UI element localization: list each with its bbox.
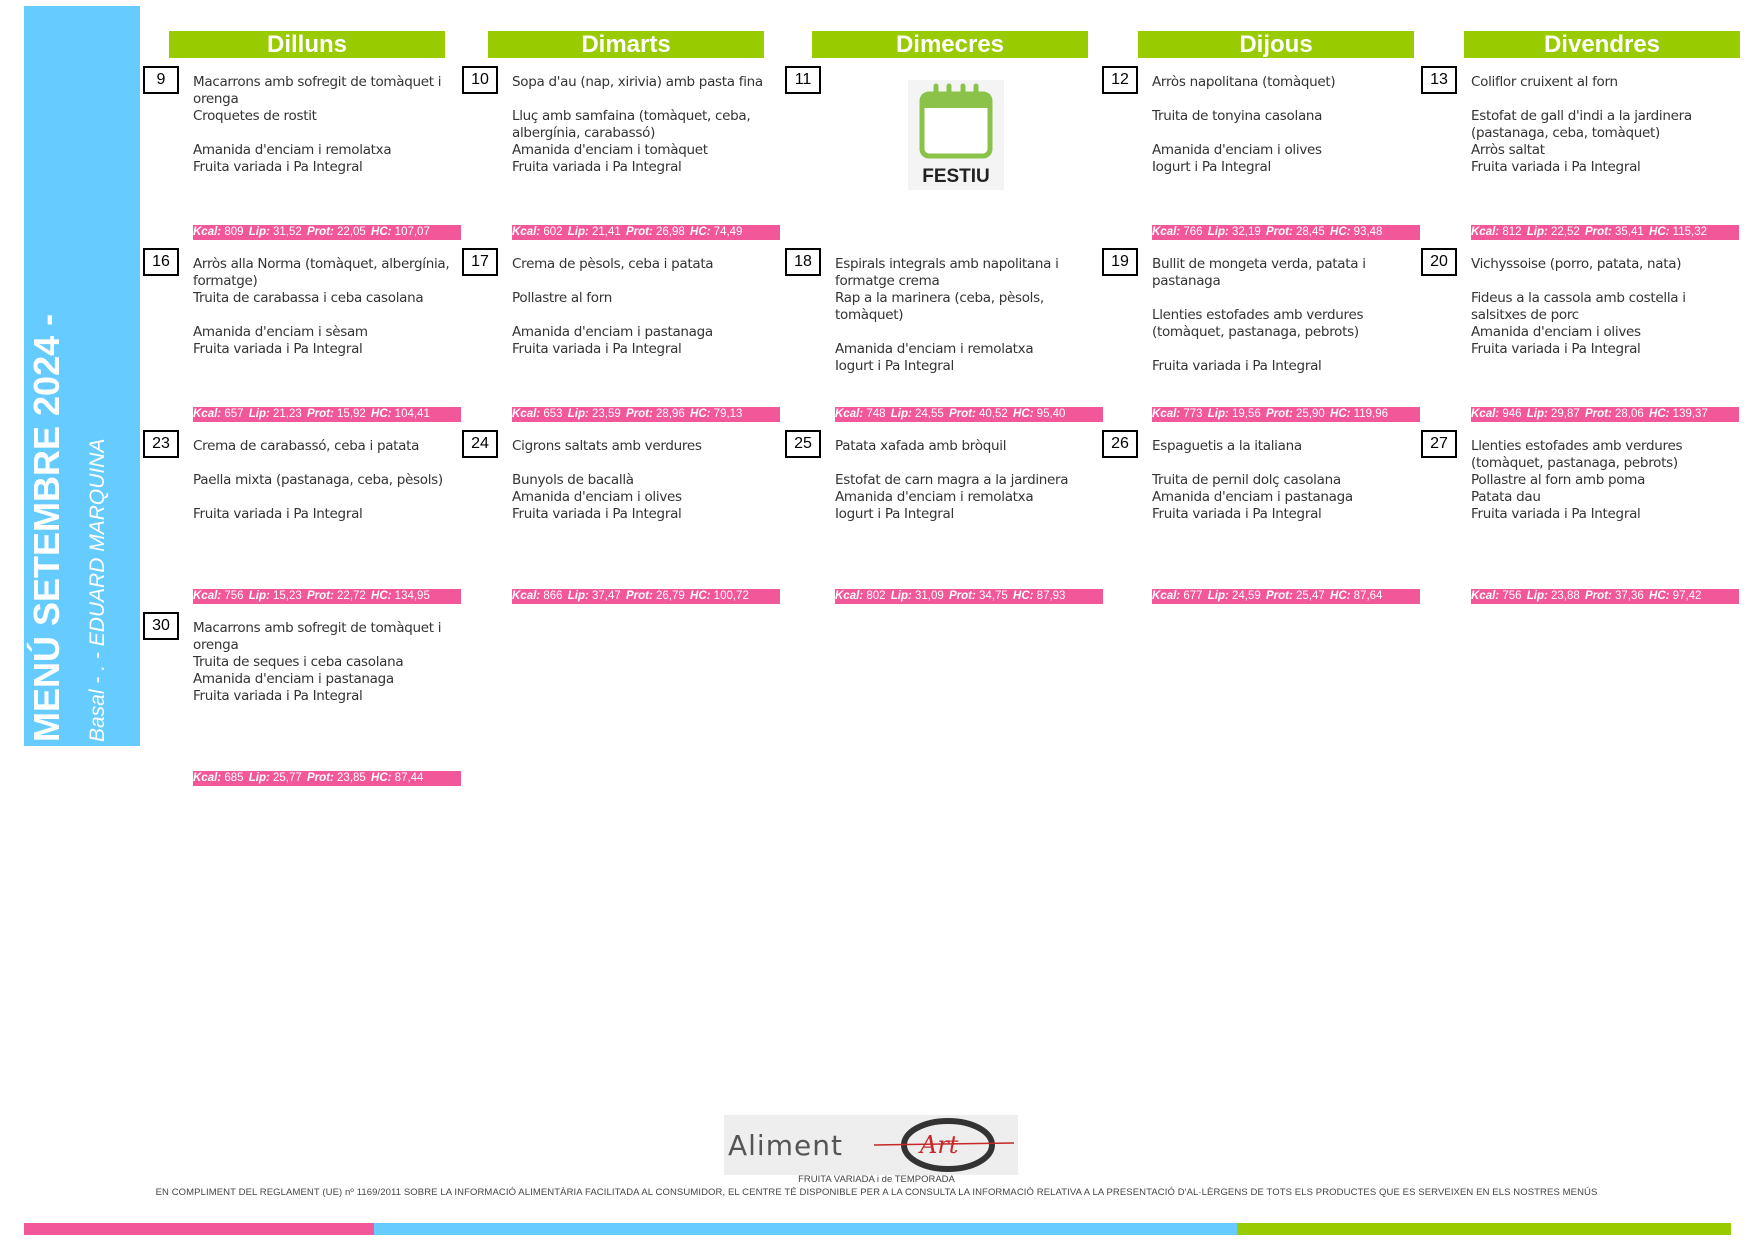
day-number: 16	[143, 248, 179, 276]
dish-item	[835, 324, 1103, 341]
nutrition-value-lip: 29,87	[1551, 408, 1580, 420]
nutrition-label-lip: Lip:	[567, 226, 589, 238]
day-cell	[143, 66, 459, 248]
day-cell	[143, 430, 459, 612]
dish-list	[193, 256, 461, 358]
nutrition-label-hc: HC:	[1013, 590, 1034, 602]
nutrition-label-kcal: Kcal:	[193, 408, 222, 420]
day-cell	[462, 248, 778, 430]
dish-item	[193, 489, 461, 506]
nutrition-value-hc: 87,64	[1353, 590, 1383, 602]
nutrition-bar	[1152, 225, 1420, 240]
nutrition-label-hc: HC:	[1649, 408, 1670, 420]
dish-item	[512, 307, 780, 324]
dish-item: Bullit de mongeta verda, patata i pastanaga	[1152, 256, 1366, 289]
nutrition-label-lip: Lip:	[248, 408, 270, 420]
dish-list	[1152, 256, 1420, 375]
dish-item: Fruita variada i Pa Integral	[1471, 341, 1641, 357]
nutrition-value-lip: 31,52	[273, 226, 302, 238]
dish-item: Fruita variada i Pa Integral	[512, 341, 682, 357]
day-number: 9	[143, 66, 179, 94]
nutrition-value-lip: 21,23	[273, 408, 302, 420]
nutrition-value-prot: 37,36	[1615, 590, 1644, 602]
nutrition-value-prot: 40,52	[979, 408, 1008, 420]
nutrition-label-lip: Lip:	[890, 590, 912, 602]
dish-item: Arròs saltat	[1471, 142, 1545, 158]
nutrition-value-hc: 87,44	[394, 772, 424, 784]
day-number: 10	[462, 66, 498, 94]
day-number: 25	[785, 430, 821, 458]
nutrition-value-lip: 22,52	[1551, 226, 1580, 238]
nutrition-value-prot: 28,96	[656, 408, 685, 420]
nutrition-label-kcal: Kcal:	[1152, 590, 1181, 602]
dish-list	[1471, 438, 1739, 523]
dish-item: Croquetes de rostit	[193, 108, 317, 124]
dish-list	[193, 620, 461, 705]
dish-item: Truita de tonyina casolana	[1152, 108, 1323, 124]
nutrition-bar	[1152, 589, 1420, 604]
nutrition-value-prot: 22,72	[337, 590, 366, 602]
nutrition-value-prot: 23,85	[337, 772, 366, 784]
nutrition-value-kcal: 756	[224, 590, 244, 602]
dish-item: Amanida d'enciam i remolatxa	[835, 489, 1034, 505]
nutrition-value-hc: 93,48	[1353, 226, 1383, 238]
nutrition-label-lip: Lip:	[1526, 226, 1548, 238]
nutrition-value-prot: 28,45	[1296, 226, 1325, 238]
nutrition-label-kcal: Kcal:	[1152, 226, 1181, 238]
dish-item: Amanida d'enciam i pastanaga	[193, 671, 394, 687]
holiday-label: FESTIU	[922, 166, 990, 187]
dish-item	[1152, 341, 1420, 358]
day-number: 12	[1102, 66, 1138, 94]
dish-item: Fruita variada i Pa Integral	[512, 159, 682, 175]
nutrition-label-prot: Prot:	[625, 226, 653, 238]
day-number: 27	[1421, 430, 1457, 458]
nutrition-bar	[1471, 407, 1739, 422]
dish-list	[1152, 74, 1420, 176]
nutrition-bar	[193, 589, 461, 604]
day-cell	[1421, 248, 1737, 430]
nutrition-value-prot: 28,06	[1615, 408, 1644, 420]
dish-item: Amanida d'enciam i tomàquet	[512, 142, 708, 158]
nutrition-value-prot: 35,41	[1615, 226, 1644, 238]
dish-item: Fruita variada i Pa Integral	[1152, 358, 1322, 374]
day-header-wednesday: Dimecres	[812, 31, 1088, 58]
nutrition-label-prot: Prot:	[1265, 408, 1293, 420]
day-number: 24	[462, 430, 498, 458]
nutrition-value-kcal: 866	[543, 590, 563, 602]
footer-stripe-blue	[374, 1223, 1237, 1235]
fruit-note: FRUITA VARIADA i de TEMPORADA	[798, 1174, 955, 1185]
nutrition-label-kcal: Kcal:	[193, 590, 222, 602]
nutrition-label-prot: Prot:	[306, 226, 334, 238]
dish-item: Pollastre al forn	[512, 290, 612, 306]
dish-item: Fruita variada i Pa Integral	[512, 506, 682, 522]
dish-item: Arròs napolitana (tomàquet)	[1152, 74, 1336, 90]
nutrition-bar	[1471, 589, 1739, 604]
dish-item	[193, 125, 461, 142]
dish-item: Rap a la marinera (ceba, pèsols, tomàquet)	[835, 290, 1044, 323]
dish-item: Patata dau	[1471, 489, 1541, 505]
day-number: 26	[1102, 430, 1138, 458]
dish-item: Truita de carabassa i ceba casolana	[193, 290, 424, 306]
dish-item: Bunyols de bacallà	[512, 472, 634, 488]
day-number: 17	[462, 248, 498, 276]
nutrition-value-lip: 24,59	[1232, 590, 1261, 602]
dish-item: Amanida d'enciam i olives	[1471, 324, 1641, 340]
nutrition-value-kcal: 766	[1183, 226, 1203, 238]
nutrition-value-lip: 21,41	[592, 226, 621, 238]
nutrition-value-lip: 15,23	[273, 590, 302, 602]
nutrition-label-prot: Prot:	[625, 408, 653, 420]
nutrition-label-hc: HC:	[1330, 590, 1351, 602]
dish-item: Fruita variada i Pa Integral	[193, 688, 363, 704]
dish-item: Pollastre al forn amb poma	[1471, 472, 1646, 488]
nutrition-label-kcal: Kcal:	[193, 226, 222, 238]
nutrition-value-lip: 31,09	[915, 590, 944, 602]
nutrition-value-hc: 87,93	[1036, 590, 1066, 602]
dish-item: Arròs alla Norma (tomàquet, albergínia, formatge)	[193, 256, 450, 289]
dish-item	[512, 455, 780, 472]
nutrition-value-prot: 22,05	[337, 226, 366, 238]
nutrition-label-hc: HC:	[1330, 408, 1351, 420]
nutrition-label-lip: Lip:	[248, 772, 270, 784]
nutrition-value-lip: 19,56	[1232, 408, 1261, 420]
nutrition-label-hc: HC:	[371, 590, 392, 602]
dish-list	[512, 256, 780, 358]
dish-list	[512, 74, 780, 176]
allergen-legal-note: EN COMPLIMENT DEL REGLAMENT (UE) nº 1169/2011 SOBRE LA INFORMACIÓ ALIMENTÀRIA FACILITADA AL CONSUMIDOR, EL CENTRE TÉ DISPONIBLE PER A LA CONSULTA LA INFORMACIÓ RELATIVA A LA PRESENTACIÓ D'AL·LÈRGENS DE TOTS ELS PRODUCTES QUE ES SERVEIXEN EN ELS NOSTRES MENÚS	[155, 1187, 1598, 1198]
nutrition-label-kcal: Kcal:	[193, 772, 222, 784]
nutrition-label-kcal: Kcal:	[1471, 590, 1500, 602]
dish-list	[1152, 438, 1420, 523]
nutrition-value-kcal: 602	[543, 226, 563, 238]
nutrition-label-lip: Lip:	[1526, 590, 1548, 602]
dish-item	[1152, 455, 1420, 472]
nutrition-value-lip: 24,55	[915, 408, 944, 420]
logo-text: Aliment	[728, 1129, 843, 1162]
dish-item: Amanida d'enciam i remolatxa	[835, 341, 1034, 357]
nutrition-label-kcal: Kcal:	[512, 590, 541, 602]
dish-item: Amanida d'enciam i pastanaga	[512, 324, 713, 340]
nutrition-label-kcal: Kcal:	[835, 590, 864, 602]
day-header-monday: Dilluns	[169, 31, 445, 58]
dish-item: Amanida d'enciam i pastanaga	[1152, 489, 1353, 505]
dish-item: Vichyssoise (porro, patata, nata)	[1471, 256, 1682, 272]
nutrition-label-lip: Lip:	[1207, 590, 1229, 602]
logo-art-text: Art	[920, 1131, 959, 1159]
nutrition-label-prot: Prot:	[1265, 226, 1293, 238]
dish-item: Amanida d'enciam i olives	[1152, 142, 1322, 158]
dish-item: Cigrons saltats amb verdures	[512, 438, 702, 454]
nutrition-label-hc: HC:	[1013, 408, 1034, 420]
nutrition-bar	[835, 589, 1103, 604]
dish-list	[193, 438, 461, 523]
nutrition-bar	[512, 407, 780, 422]
nutrition-bar	[835, 407, 1103, 422]
day-cell	[1102, 248, 1418, 430]
nutrition-value-kcal: 773	[1183, 408, 1203, 420]
nutrition-label-hc: HC:	[371, 408, 392, 420]
dish-item: Fruita variada i Pa Integral	[1471, 159, 1641, 175]
dish-item	[835, 455, 1103, 472]
nutrition-bar	[512, 225, 780, 240]
nutrition-label-hc: HC:	[690, 408, 711, 420]
nutrition-value-kcal: 685	[224, 772, 244, 784]
dish-item: Estofat de carn magra a la jardinera	[835, 472, 1069, 488]
nutrition-bar	[1152, 407, 1420, 422]
nutrition-bar	[1471, 225, 1739, 240]
day-cell	[462, 66, 778, 248]
nutrition-value-prot: 34,75	[979, 590, 1008, 602]
nutrition-label-kcal: Kcal:	[512, 408, 541, 420]
nutrition-value-kcal: 812	[1502, 226, 1522, 238]
nutrition-bar	[193, 407, 461, 422]
nutrition-value-prot: 26,79	[656, 590, 685, 602]
day-number: 18	[785, 248, 821, 276]
nutrition-label-hc: HC:	[690, 226, 711, 238]
dish-list	[1471, 74, 1739, 176]
dish-item: Fruita variada i Pa Integral	[193, 159, 363, 175]
dish-list	[835, 256, 1103, 375]
nutrition-label-lip: Lip:	[248, 226, 270, 238]
dish-list	[835, 438, 1103, 523]
nutrition-value-kcal: 653	[543, 408, 563, 420]
nutrition-bar	[193, 225, 461, 240]
nutrition-label-lip: Lip:	[248, 590, 270, 602]
menu-subtitle: Basal - . - EDUARD MARQUINA	[86, 438, 109, 742]
nutrition-value-hc: 100,72	[713, 590, 749, 602]
dish-item	[1471, 273, 1739, 290]
nutrition-value-hc: 115,32	[1672, 226, 1707, 238]
day-number: 13	[1421, 66, 1457, 94]
nutrition-label-kcal: Kcal:	[835, 408, 864, 420]
dish-list	[1471, 256, 1739, 358]
nutrition-bar	[512, 589, 780, 604]
day-cell	[143, 248, 459, 430]
dish-item: Truita de seques i ceba casolana	[193, 654, 404, 670]
nutrition-label-prot: Prot:	[1265, 590, 1293, 602]
nutrition-label-kcal: Kcal:	[1471, 408, 1500, 420]
dish-item: Macarrons amb sofregit de tomàquet i orenga	[193, 74, 442, 107]
nutrition-value-hc: 74,49	[713, 226, 743, 238]
dish-item: Iogurt i Pa Integral	[1152, 159, 1271, 175]
nutrition-value-lip: 23,59	[592, 408, 621, 420]
nutrition-value-hc: 104,41	[394, 408, 430, 420]
dish-item	[512, 91, 780, 108]
nutrition-value-kcal: 756	[1502, 590, 1522, 602]
dish-item: Crema de carabassó, ceba i patata	[193, 438, 420, 454]
nutrition-label-prot: Prot:	[306, 590, 334, 602]
nutrition-label-prot: Prot:	[948, 408, 976, 420]
day-cell	[143, 612, 459, 794]
nutrition-label-lip: Lip:	[567, 408, 589, 420]
dish-item: Espirals integrals amb napolitana i formatge crema	[835, 256, 1059, 289]
nutrition-label-kcal: Kcal:	[512, 226, 541, 238]
nutrition-bar	[193, 771, 461, 786]
dish-item	[512, 273, 780, 290]
day-cell	[1102, 430, 1418, 612]
nutrition-value-lip: 23,88	[1551, 590, 1580, 602]
nutrition-label-lip: Lip:	[567, 590, 589, 602]
nutrition-value-kcal: 946	[1502, 408, 1522, 420]
nutrition-label-prot: Prot:	[948, 590, 976, 602]
dish-item: Crema de pèsols, ceba i patata	[512, 256, 714, 272]
nutrition-value-hc: 97,42	[1672, 590, 1702, 602]
nutrition-value-prot: 15,92	[337, 408, 366, 420]
dish-item	[1152, 125, 1420, 142]
dish-item: Amanida d'enciam i remolatxa	[193, 142, 392, 158]
dish-item: Paella mixta (pastanaga, ceba, pèsols)	[193, 472, 443, 488]
day-number: 23	[143, 430, 179, 458]
dish-item: Patata xafada amb bròquil	[835, 438, 1007, 454]
nutrition-label-lip: Lip:	[890, 408, 912, 420]
day-number: 20	[1421, 248, 1457, 276]
holiday-badge	[908, 80, 1004, 190]
dish-item: Iogurt i Pa Integral	[835, 506, 954, 522]
alimentart-logo	[724, 1115, 1018, 1175]
dish-item	[193, 307, 461, 324]
dish-list	[512, 438, 780, 523]
dish-item	[1471, 91, 1739, 108]
nutrition-label-hc: HC:	[371, 772, 392, 784]
nutrition-value-hc: 119,96	[1353, 408, 1388, 420]
nutrition-label-prot: Prot:	[625, 590, 653, 602]
day-cell	[1421, 66, 1737, 248]
dish-item: Fruita variada i Pa Integral	[1471, 506, 1641, 522]
footer-stripe-pink	[24, 1223, 374, 1235]
dish-item: Iogurt i Pa Integral	[835, 358, 954, 374]
dish-item	[1152, 290, 1420, 307]
nutrition-value-kcal: 748	[866, 408, 886, 420]
day-cell	[785, 430, 1101, 612]
dish-item: Fruita variada i Pa Integral	[193, 341, 363, 357]
dish-item: Macarrons amb sofregit de tomàquet i orenga	[193, 620, 442, 653]
nutrition-value-hc: 139,37	[1672, 408, 1708, 420]
nutrition-label-hc: HC:	[690, 590, 711, 602]
day-header-tuesday: Dimarts	[488, 31, 764, 58]
day-cell	[785, 248, 1101, 430]
nutrition-value-lip: 37,47	[592, 590, 621, 602]
dish-item	[1152, 91, 1420, 108]
nutrition-value-lip: 25,77	[273, 772, 302, 784]
nutrition-value-kcal: 657	[224, 408, 244, 420]
dish-item: Truita de pernil dolç casolana	[1152, 472, 1341, 488]
nutrition-value-prot: 25,90	[1296, 408, 1325, 420]
nutrition-value-hc: 95,40	[1036, 408, 1066, 420]
nutrition-label-prot: Prot:	[306, 408, 334, 420]
nutrition-value-kcal: 809	[224, 226, 244, 238]
day-cell	[1102, 66, 1418, 248]
nutrition-label-hc: HC:	[1649, 226, 1670, 238]
dish-item: Fruita variada i Pa Integral	[193, 506, 363, 522]
nutrition-label-lip: Lip:	[1526, 408, 1548, 420]
day-cell	[462, 430, 778, 612]
dish-item: Amanida d'enciam i sèsam	[193, 324, 368, 340]
nutrition-label-hc: HC:	[1330, 226, 1351, 238]
dish-item: Llenties estofades amb verdures (tomàquet, pastanaga, pebrots)	[1152, 307, 1364, 340]
dish-item: Lluç amb samfaina (tomàquet, ceba, albergínia, carabassó)	[512, 108, 751, 141]
nutrition-value-hc: 107,07	[394, 226, 430, 238]
day-number: 11	[785, 66, 821, 94]
nutrition-label-lip: Lip:	[1207, 408, 1229, 420]
calendar-icon	[908, 80, 1004, 164]
nutrition-label-prot: Prot:	[1584, 408, 1612, 420]
nutrition-value-kcal: 677	[1183, 590, 1203, 602]
footer-stripe-green	[1237, 1223, 1731, 1235]
nutrition-value-kcal: 802	[866, 590, 886, 602]
dish-item: Estofat de gall d'indi a la jardinera (pastanaga, ceba, tomàquet)	[1471, 108, 1692, 141]
nutrition-label-hc: HC:	[371, 226, 392, 238]
nutrition-label-kcal: Kcal:	[1471, 226, 1500, 238]
dish-item: Amanida d'enciam i olives	[512, 489, 682, 505]
dish-list	[193, 74, 461, 176]
menu-title: MENÚ SETEMBRE 2024 -	[26, 313, 67, 742]
nutrition-label-prot: Prot:	[1584, 226, 1612, 238]
nutrition-label-hc: HC:	[1649, 590, 1670, 602]
dish-item: Espaguetis a la italiana	[1152, 438, 1302, 454]
day-header-thursday: Dijous	[1138, 31, 1414, 58]
dish-item	[193, 455, 461, 472]
nutrition-label-kcal: Kcal:	[1152, 408, 1181, 420]
nutrition-value-prot: 25,47	[1296, 590, 1325, 602]
day-number: 30	[143, 612, 179, 640]
day-header-friday: Divendres	[1464, 31, 1740, 58]
dish-item: Coliflor cruixent al forn	[1471, 74, 1618, 90]
nutrition-value-lip: 32,19	[1232, 226, 1261, 238]
nutrition-label-prot: Prot:	[1584, 590, 1612, 602]
day-cell	[1421, 430, 1737, 612]
nutrition-value-hc: 79,13	[713, 408, 743, 420]
nutrition-label-prot: Prot:	[306, 772, 334, 784]
nutrition-label-lip: Lip:	[1207, 226, 1229, 238]
nutrition-value-hc: 134,95	[394, 590, 430, 602]
dish-item: Fideus a la cassola amb costella i salsitxes de porc	[1471, 290, 1686, 323]
nutrition-value-prot: 26,98	[656, 226, 685, 238]
dish-item: Sopa d'au (nap, xirivia) amb pasta fina	[512, 74, 763, 90]
day-number: 19	[1102, 248, 1138, 276]
dish-item: Llenties estofades amb verdures (tomàquet, pastanaga, pebrots)	[1471, 438, 1683, 471]
dish-item: Fruita variada i Pa Integral	[1152, 506, 1322, 522]
